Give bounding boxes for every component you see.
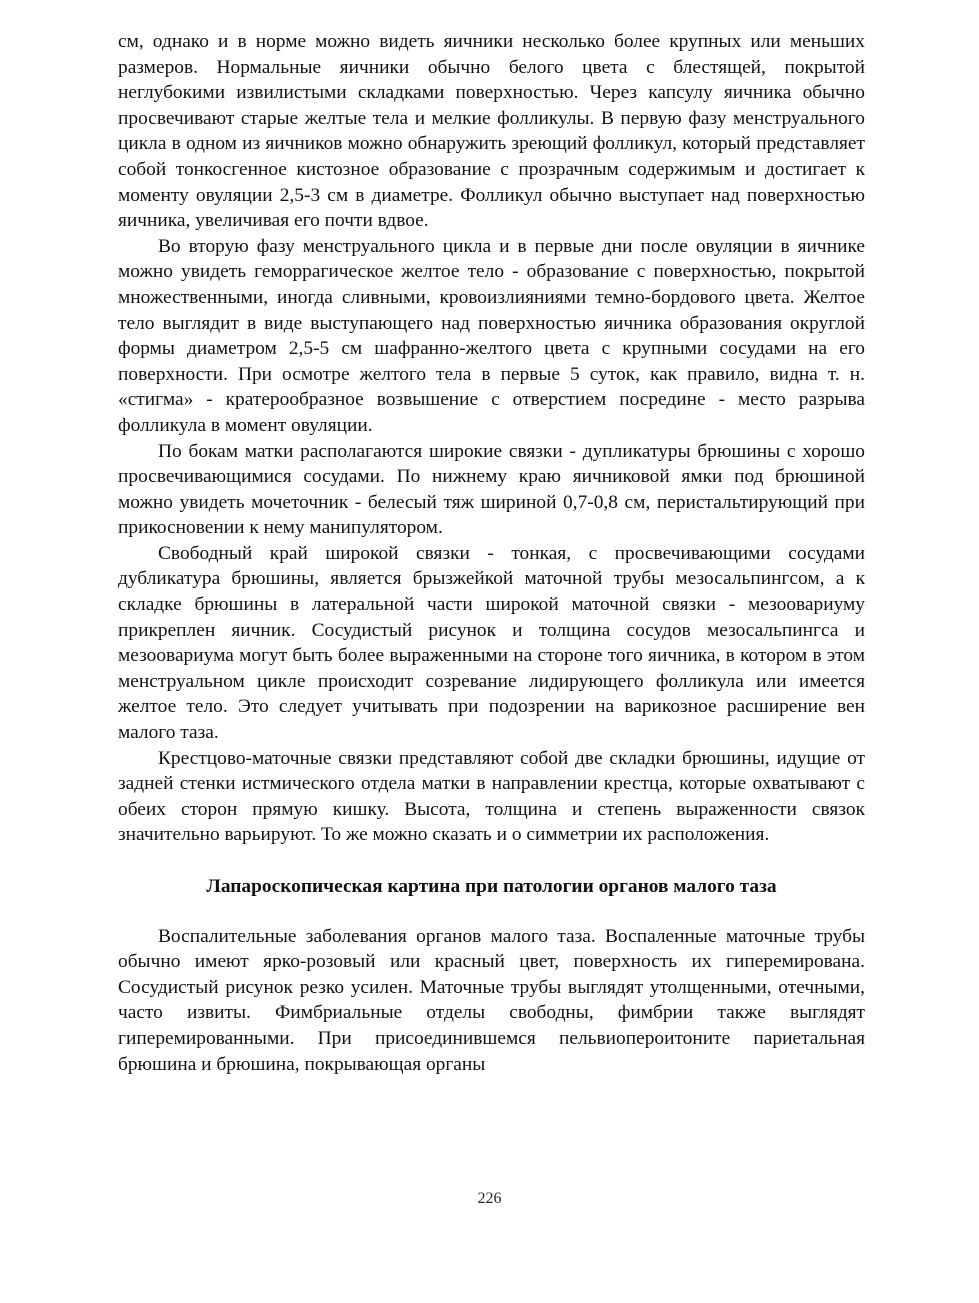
document-page (118, 29, 865, 1077)
paragraph-4: Свободный край широкой связки - тонкая, с просвечивающими сосудами дубликатура брюшины, является брызжейкой маточной трубы мезосальпингсом, а к складке брюшины в латеральной части широкой маточной связки - мезоовариуму прикреплен яичник. Сосудистый рисунок и толщина сосудов мезосальпингса и мезоовариума могут быть более выраженными на стороне того яичника, в котором в этом менструальном цикле происходит созревание лидирующего фолликула или имеется желтое тело. Это следует учитывать при подозрении на варикозное расширение вен малого таза. (118, 542, 865, 744)
paragraph-2: Во вторую фазу менструального цикла и в первые дни после овуляции в яичнике можно увидеть геморрагическое желтое тело - образование с поверхностью, покрытой множественными, иногда сливными, кровоизлияниями темно-бордового цвета. Желтое тело выглядит в виде выступающего над поверхностью яичника образования округлой формы диаметром 2,5-5 см шафранно-желтого цвета с крупными сосудами на его поверхности. При осмотре желтого тела в первые 5 суток, как правило, видна т. н. «стигма» - кратерообразное возвышение с отверстием посредине - место разрыва фолликула в момент овуляции. (118, 235, 865, 436)
paragraph-5: Крестцово-маточные связки представляют собой две складки брюшины, идущие от задней стенки истмического отдела матки в направлении крестца, которые охватывают с обеих сторон прямую кишку. Высота, толщина и степень выраженности связок значительно варьируют. То же можно сказать и о симметрии их расположения. (118, 747, 865, 846)
paragraph-3: По бокам матки располагаются широкие связки - дупликатуры брюшины с хорошо просвечивающимися сосудами. По нижнему краю яичниковой ямки под брюшиной можно увидеть мочеточник - белесый тяж шириной 0,7-0,8 см, перистальтирующий при прикосновении к нему манипулятором. (118, 440, 865, 539)
section-heading: Лапароскопическая картина при патологии органов малого таза (206, 876, 777, 897)
page-number: 226 (477, 1190, 502, 1207)
paragraph-6: Воспалительные заболевания органов малого таза. Воспаленные маточные трубы обычно имеют ярко-розовый или красный цвет, поверхность их гиперемирована. Сосудистый рисунок резко усилен. Маточные трубы выглядят утолщенными, отечными, часто извиты. Фимбриальные отделы свободны, фимбрии также выглядят гиперемированными. При присоединившемся пельвиопероитоните париетальная брюшина и брюшина, покрывающая органы (118, 925, 865, 1075)
paragraph-1: см, однако и в норме можно видеть яичники несколько более крупных или меньших размеров. Нормальные яичники обычно белого цвета с блестящей, покрытой неглубокими извилистыми складками поверхностью. Через капсулу яичника обычно просвечивают старые желтые тела и мелкие фолликулы. В первую фазу менструального цикла в одном из яичников можно обнаружить зреющий фолликул, который представляет собой тонкосгенное кистозное образование с прозрачным содержимым и достигает к моменту овуляции 2,5-3 см в диаметре. Фолликул обычно выступает над поверхностью яичника, увеличивая его почти вдвое. (118, 31, 865, 232)
